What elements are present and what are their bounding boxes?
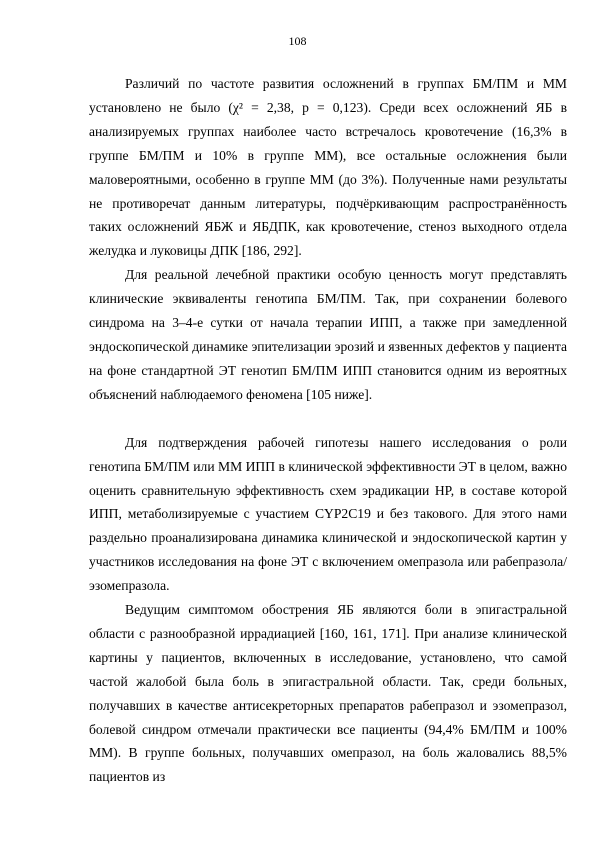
document-body — [89, 72, 567, 789]
page-number: 108 — [288, 34, 307, 48]
paragraph-clinical-equivalents: Для реальной лечебной практики особую ценность могут представлять клинические эквиваленты генотипа БМ/ПМ. Так, при сохранении болевого синдрома на 3–4-е сутки от начала терапии ИПП, а также при замедленной эндоскопической динамике эпителизации эрозий и язвенных дефектов у пациента на фоне стандартной ЭТ генотип БМ/ПМ ИПП становится одним из вероятных объяснений наблюдаемого феномена [105 ниже]. — [89, 267, 567, 402]
paragraph-leading-symptom: Ведущим симптомом обострения ЯБ являются боли в эпигастральной области с разнообразной иррадиацией [160, 161, 171]. При анализе клинической картины у пациентов, включенных в исследование, установлено, что самой частой жалобой была боль в эпигастральной области. Так, среди больных, получавших в качестве антисекреторных препаратов рабепразол и эзомепразол, болевой синдром отмечали практически все пациенты (94,4% БМ/ПМ и 100% ММ). В группе больных, получавших омепразол, на боль жаловались 88,5% пациентов из — [89, 602, 567, 785]
paragraph-hypothesis: Для подтверждения рабочей гипотезы нашего исследования о роли генотипа БМ/ПМ или ММ ИПП в клинической эффективности ЭТ в целом, важно оценить сравнительную эффективность схем эрадикации HP, в составе которой ИПП, метаболизируемые с участием CYP2C19 и без такового. Для этого нами раздельно проанализирована динамика клинической и эндоскопической картин у участников исследования на фоне ЭТ с включением омепразола или рабепразола/эзомепразола. — [89, 434, 567, 594]
paragraph-complications: Различий по частоте развития осложнений в группах БМ/ПМ и ММ установлено не было (χ² = 2,38, p = 0,123). Среди всех осложнений ЯБ в анализируемых группах наиболее часто встречалось кровотечение (16,3% в группе БМ/ПМ и 10% в группе ММ), все остальные осложнения были маловероятными, особенно в группе ММ (до 3%). Полученные нами результаты не противоречат данным литературы, подчёркивающим распространённость таких осложнений ЯБЖ и ЯБДПК, как кровотечение, стеноз выходного отдела желудка и луковицы ДПК [186, 292]. — [89, 76, 567, 259]
